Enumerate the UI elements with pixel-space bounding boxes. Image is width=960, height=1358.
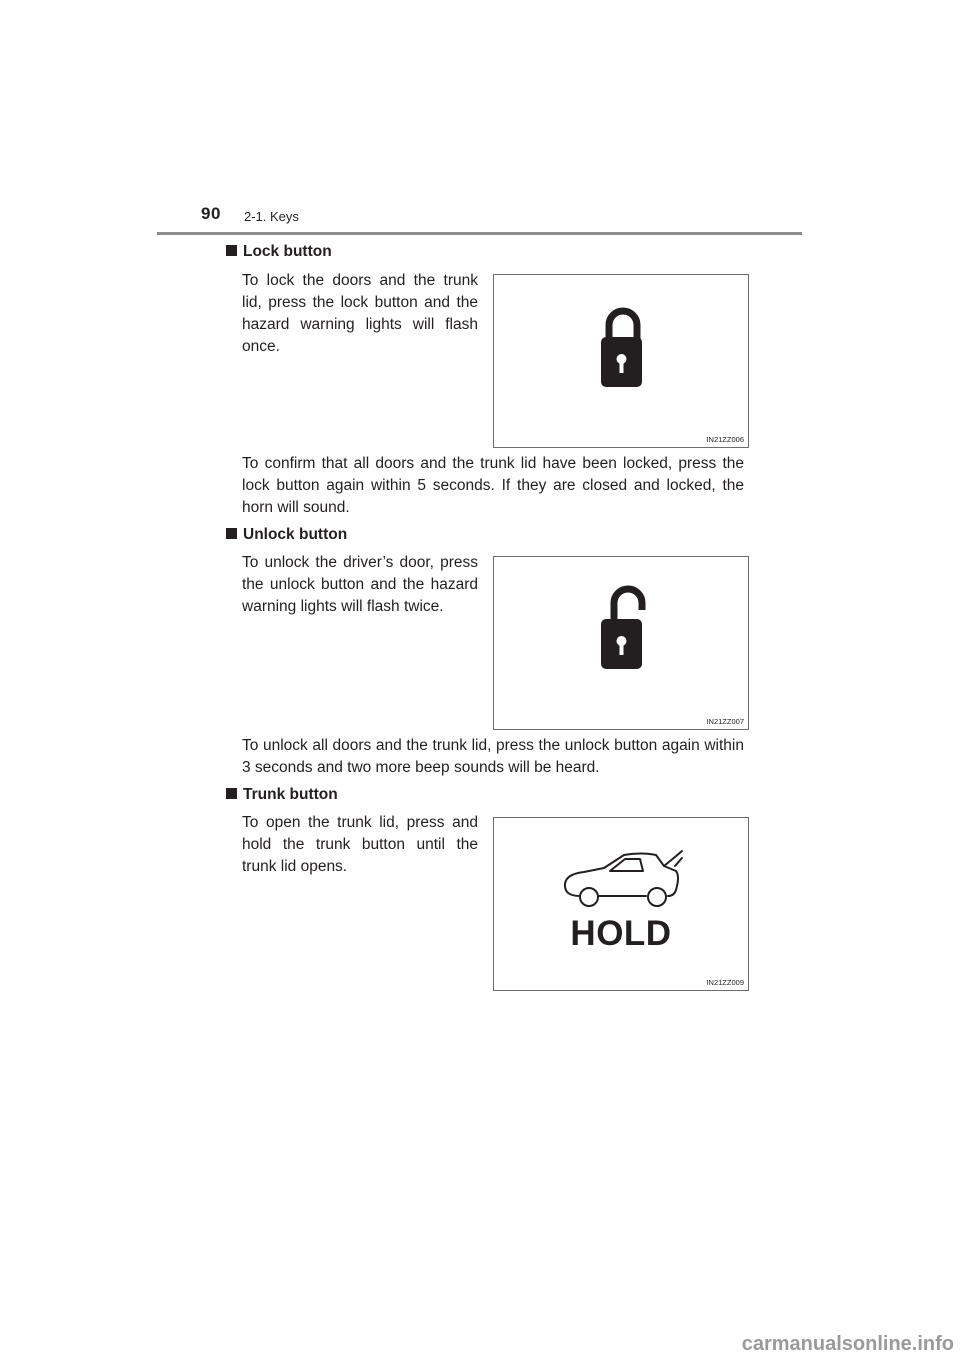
- page-number: 90: [201, 204, 221, 223]
- figure-code: IN21ZZ006: [706, 435, 744, 444]
- trunk-button-description: To open the trunk lid, press and hold the trunk button until the trunk lid opens.: [242, 814, 478, 875]
- heading-text: Trunk button: [243, 786, 338, 803]
- lock-figure: [493, 274, 749, 448]
- hold-label: HOLD: [570, 914, 672, 953]
- locked-padlock-icon: [601, 311, 642, 387]
- heading-bullet: [226, 788, 237, 799]
- heading-bullet: [226, 245, 237, 256]
- car-trunk-open-icon: [565, 851, 682, 906]
- figure-code: IN21ZZ007: [706, 717, 744, 726]
- heading-text: Lock button: [243, 243, 332, 260]
- unlock-button-note: To unlock all doors and the trunk lid, press the unlock button again within 3 seconds and two more beep sounds will be heard.: [242, 737, 744, 776]
- lock-button-description: To lock the doors and the trunk lid, press the lock button and the hazard warning lights will flash once.: [242, 272, 478, 355]
- header-rule: [157, 232, 802, 235]
- heading-text: Unlock button: [243, 526, 348, 543]
- lock-button-heading: [226, 241, 332, 263]
- trunk-figure: [493, 817, 749, 991]
- watermark: carmanualsonline.info: [741, 1333, 954, 1355]
- figure-code: IN21ZZ009: [706, 978, 744, 987]
- lock-button-note: To confirm that all doors and the trunk lid have been locked, press the lock button again within 5 seconds. If they are closed and locked, the horn will sound.: [242, 455, 744, 516]
- trunk-button-heading: [226, 784, 338, 806]
- unlock-figure: [493, 556, 749, 730]
- heading-bullet: [226, 528, 237, 539]
- unlocked-padlock-icon: [601, 589, 642, 669]
- section-title: 2-1. Keys: [244, 209, 299, 224]
- unlock-button-description: To unlock the driver’s door, press the unlock button and the hazard warning lights will flash twice.: [242, 554, 478, 615]
- unlock-button-heading: [226, 524, 347, 546]
